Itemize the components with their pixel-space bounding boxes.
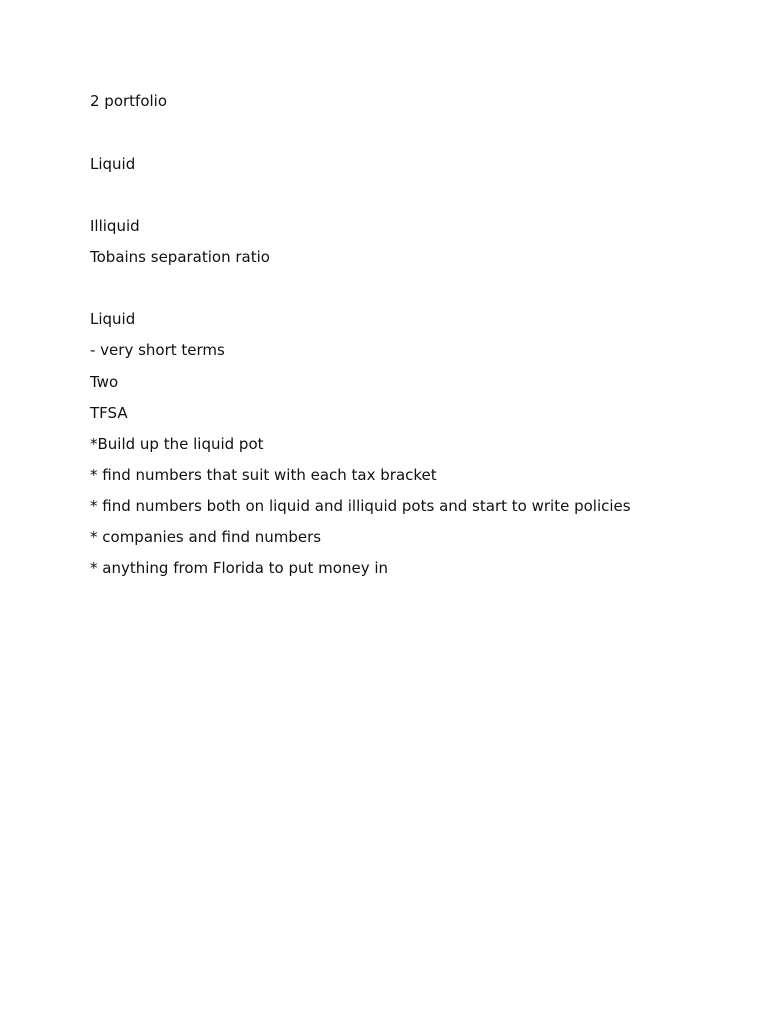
text-line-florida: * anything from Florida to put money in xyxy=(90,559,389,577)
text-line-liquid-heading: Liquid xyxy=(90,310,136,328)
text-line-illiquid: Illiquid xyxy=(90,217,140,235)
text-line-separation-ratio: Tobains separation ratio xyxy=(90,248,270,266)
text-line-portfolio: 2 portfolio xyxy=(90,92,168,110)
text-line-short-terms: - very short terms xyxy=(90,341,225,359)
text-line-tfsa: TFSA xyxy=(90,404,128,422)
text-line-policies: * find numbers both on liquid and illiquid pots and start to write policies xyxy=(90,497,631,515)
text-line-liquid: Liquid xyxy=(90,155,136,173)
text-line-tax-bracket: * find numbers that suit with each tax bracket xyxy=(90,466,437,484)
text-line-two: Two xyxy=(90,373,119,391)
text-line-companies: * companies and find numbers xyxy=(90,528,322,546)
text-line-build-pot: *Build up the liquid pot xyxy=(90,435,264,453)
